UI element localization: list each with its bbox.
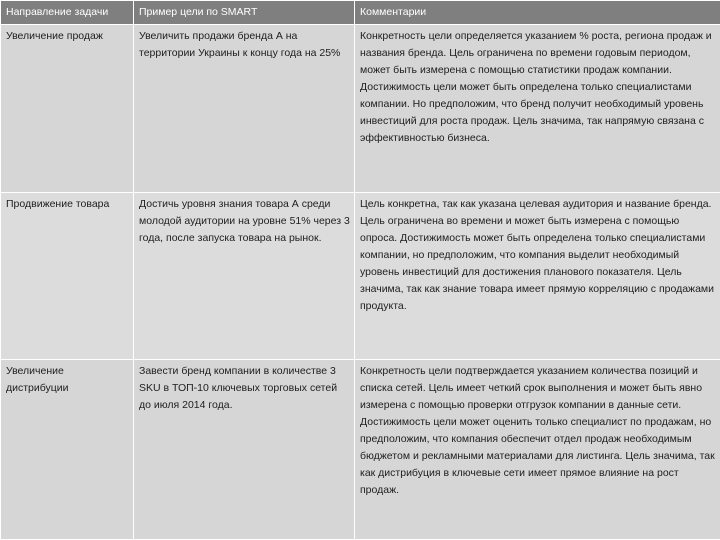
header-smart-example: Пример цели по SMART [134, 1, 355, 25]
cell-comment: Цель конкретна, так как указана целевая аудитория и название бренда. Цель ограничена во времени и может быть измерена с помощью опроса. Достижимость может быть определена только специалистами компании, но предположим, что компания выделит необходимый уровень инвестиций для достижения планового показателя. Цель значима, так как знание товара имеет прямую корреляцию с продажами продукта. [355, 193, 720, 359]
cell-smart-example: Завести бренд компании в количестве 3 SKU в ТОП-10 ключевых торговых сетей до июля 2014 года. [134, 359, 355, 539]
table-row [1, 25, 720, 193]
cell-smart-example: Достичь уровня знания товара А среди молодой аудитории на уровне 51% через 3 года, после запуска товара на рынок. [134, 193, 355, 359]
header-comments: Комментарии [355, 1, 720, 25]
cell-direction: Увеличение дистрибуции [1, 359, 134, 539]
cell-smart-example: Увеличить продажи бренда А на территории Украины к концу года на 25% [134, 25, 355, 193]
table-header-row [1, 1, 720, 25]
table-row [1, 193, 720, 359]
header-direction: Направление задачи [1, 1, 134, 25]
cell-direction: Продвижение товара [1, 193, 134, 359]
cell-comment: Конкретность цели подтверждается указанием количества позиций и списка сетей. Цель имеет четкий срок выполнения и может быть явно измерена с помощью проверки отгрузок компании в данные сети. Достижимость цели может оценить только специалист по продажам, но предположим, что компания обеспечит отдел продаж необходимым бюджетом и рекламными материалами для листинга. Цель значима, так как дистрибуция в ключевые сети имеет прямое влияние на рост продаж. [355, 359, 720, 539]
table-row [1, 359, 720, 539]
cell-comment: Конкретность цели определяется указанием % роста, региона продаж и названия бренда. Цель ограничена по времени годовым периодом, может быть измерена с помощью статистики продаж компании. Достижимость цели может быть определена только специалистами компании. Но предположим, что бренд получит необходимый уровень инвестиций для роста продаж. Цель значима, так напрямую связана с эффективностью бизнеса. [355, 25, 720, 193]
cell-direction: Увеличение продаж [1, 25, 134, 193]
